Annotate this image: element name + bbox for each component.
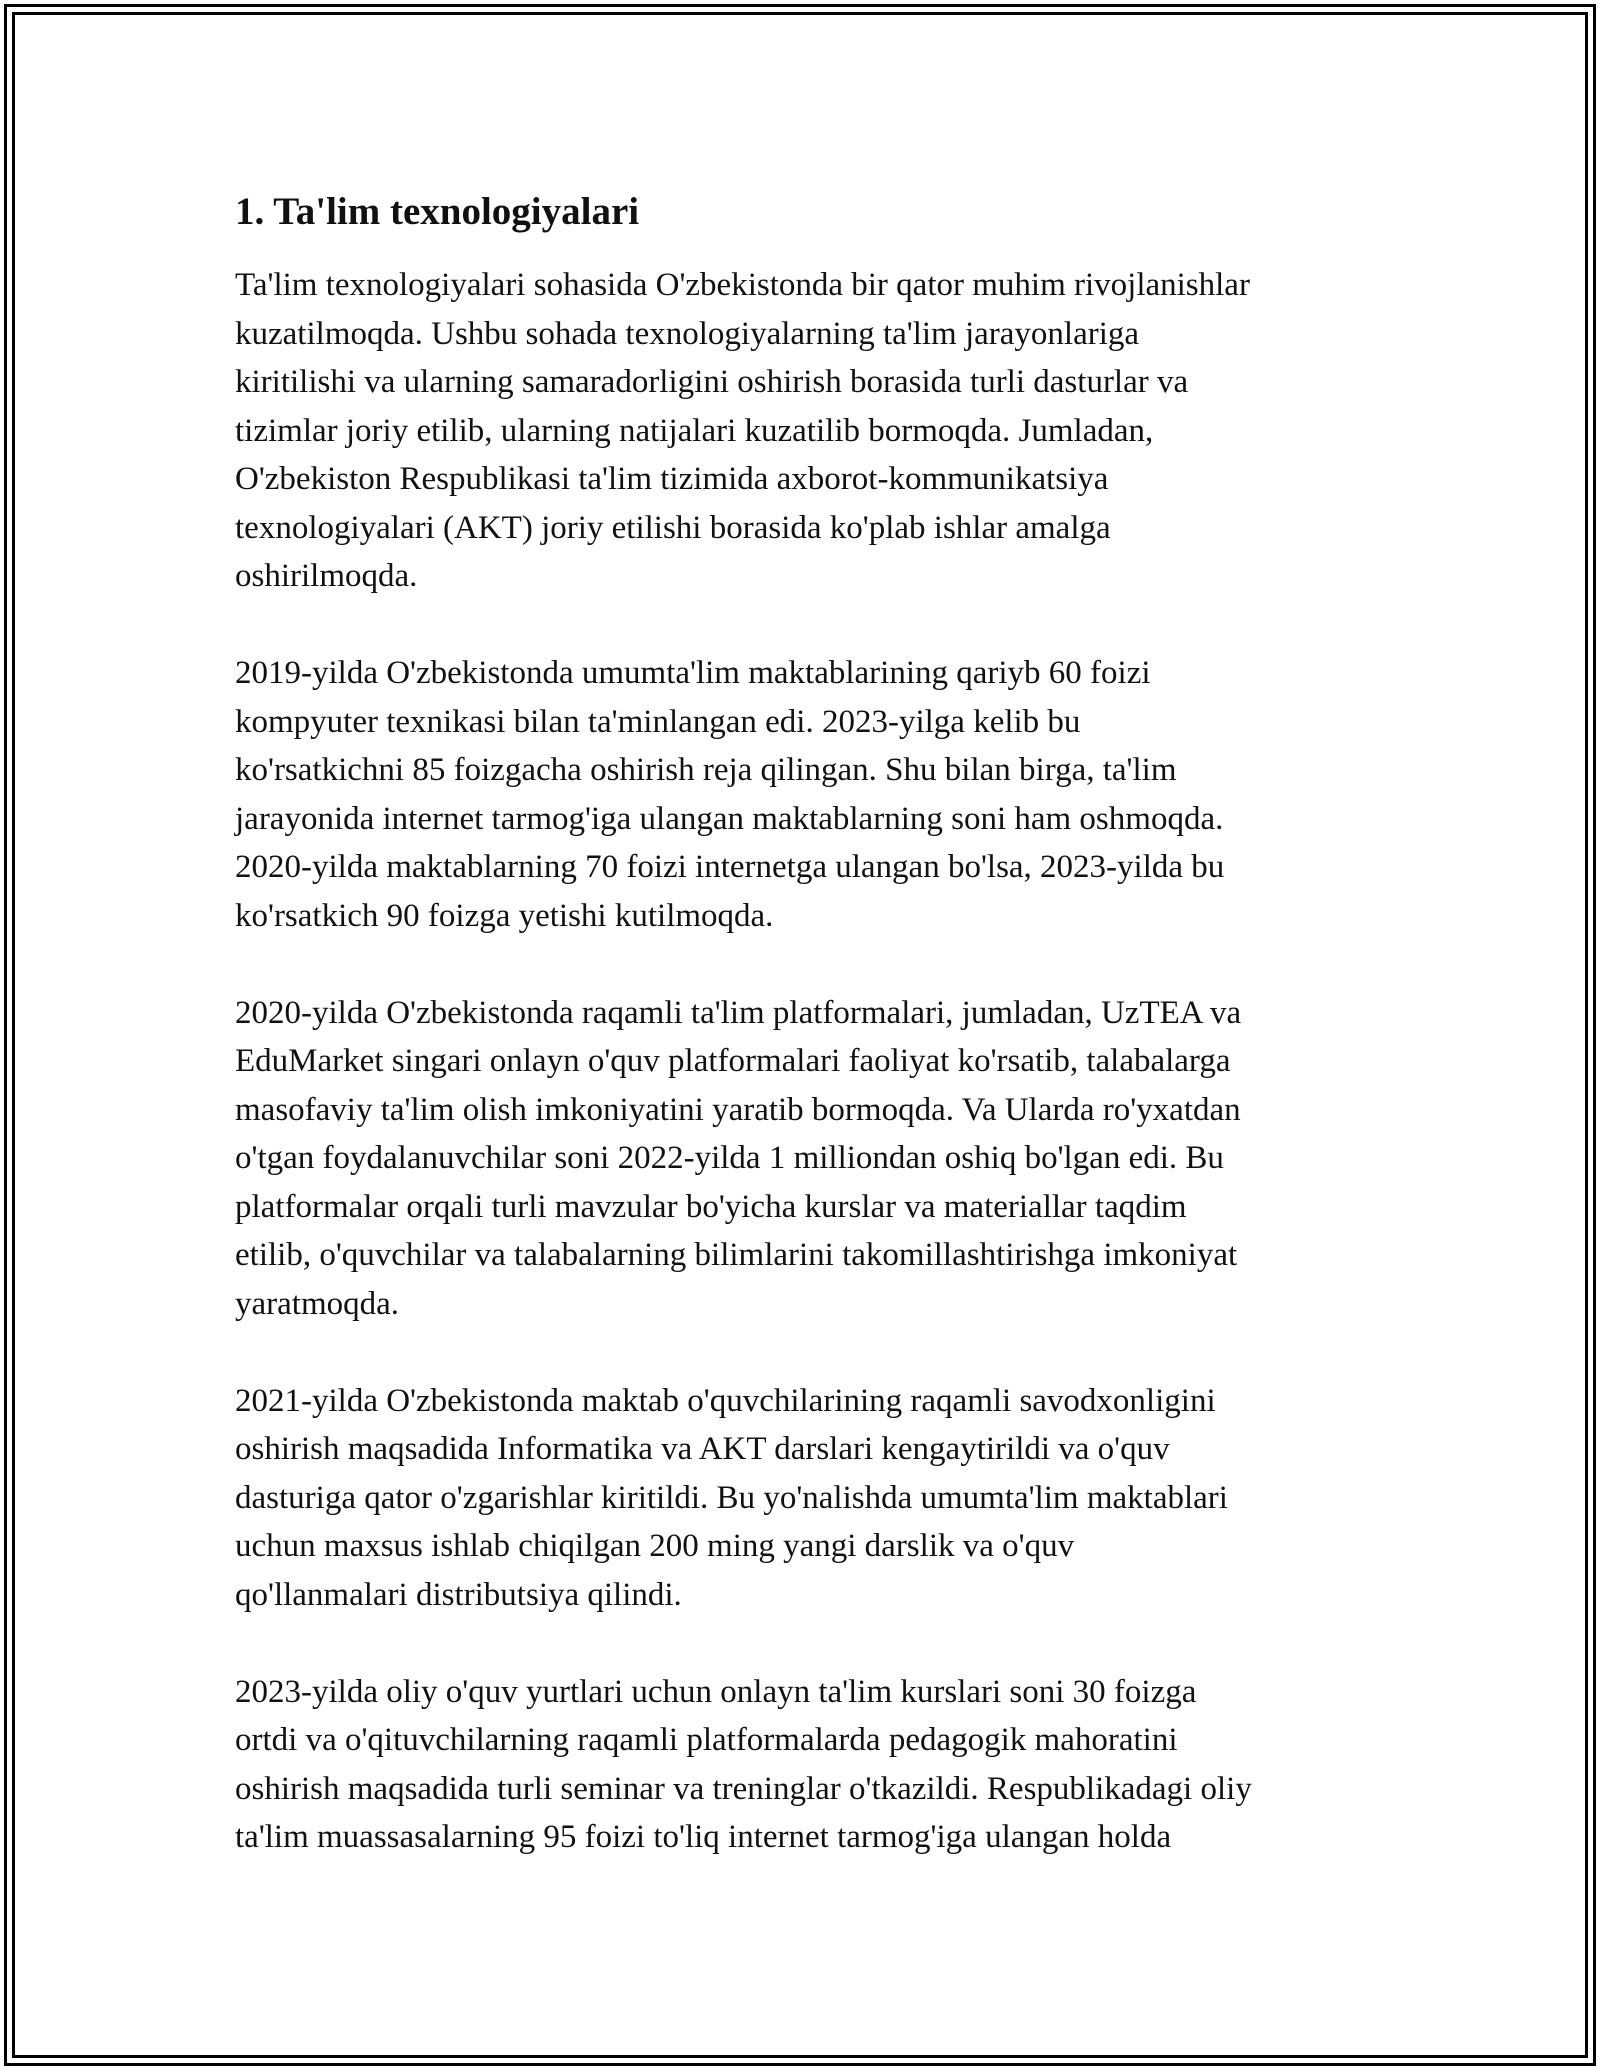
paragraph-2023: [235, 1668, 1370, 1862]
text-line: qo'llanmalari distributsiya qilindi.: [235, 1576, 682, 1613]
text-line: oshirilmoqda.: [235, 558, 418, 594]
document-body: [235, 188, 1370, 1910]
text-line: dasturiga qator o'zgarishlar kiritildi. Bu yo'nalishda umumta'lim maktablari: [235, 1479, 1228, 1516]
paragraph-2021: [235, 1377, 1370, 1620]
text-line: yaratmoqda.: [235, 1285, 400, 1322]
section-heading: 1. Ta'lim texnologiyalari: [235, 190, 640, 233]
text-line: ta'lim muassasalarning 95 foizi to'liq internet tarmog'iga ulangan holda: [235, 1819, 1172, 1855]
text-line: tizimlar joriy etilib, ularning natijalari kuzatilib bormoqda. Jumladan,: [235, 412, 1154, 449]
text-line: masofaviy ta'lim olish imkoniyatini yaratib bormoqda. Va Ularda ro'yxatdan: [235, 1091, 1241, 1128]
paragraph-2020: [235, 989, 1370, 1329]
text-line: oshirish maqsadida turli seminar va treninglar o'tkazildi. Respublikadagi oliy: [235, 1770, 1252, 1807]
text-line: ko'rsatkichni 85 foizgacha oshirish reja qilingan. Shu bilan birga, ta'lim: [235, 752, 1177, 788]
paragraph-2019: [235, 649, 1370, 940]
text-line: 2020-yilda maktablarning 70 foizi internetga ulangan bo'lsa, 2023-yilda bu: [235, 849, 1225, 885]
text-line: ortdi va o'qituvchilarning raqamli platformalarda pedagogik mahoratini: [235, 1722, 1178, 1758]
text-line: o'tgan foydalanuvchilar soni 2022-yilda 1 milliondan oshiq bo'lgan edi. Bu: [235, 1140, 1224, 1176]
text-line: etilib, o'quvchilar va talabalarning bilimlarini takomillashtirishga imkoniyat: [235, 1237, 1238, 1273]
text-line: 2023-yilda oliy o'quv yurtlari uchun onlayn ta'lim kurslari soni 30 foizga: [235, 1673, 1197, 1710]
text-line: platformalar orqali turli mavzular bo'yicha kurslar va materiallar taqdim: [235, 1188, 1187, 1225]
text-line: 2020-yilda O'zbekistonda raqamli ta'lim platformalari, jumladan, UzTEA va: [235, 994, 1242, 1031]
paragraph-intro: [235, 261, 1370, 601]
text-line: Ta'lim texnologiyalari sohasida O'zbekistonda bir qator muhim rivojlanishlar: [235, 267, 1250, 303]
text-line: oshirish maqsadida Informatika va AKT darslari kengaytirildi va o'quv: [235, 1431, 1170, 1467]
text-line: kuzatilmoqda. Ushbu sohada texnologiyalarning ta'lim jarayonlariga: [235, 315, 1140, 352]
text-line: ko'rsatkich 90 foizga yetishi kutilmoqda.: [235, 897, 774, 934]
text-line: O'zbekiston Respublikasi ta'lim tizimida axborot-kommunikatsiya: [235, 461, 1109, 497]
text-line: uchun maxsus ishlab chiqilgan 200 ming yangi darslik va o'quv: [235, 1528, 1075, 1564]
text-line: jarayonida internet tarmog'iga ulangan maktablarning soni ham oshmoqda.: [235, 800, 1224, 837]
text-line: 2019-yilda O'zbekistonda umumta'lim maktablarining qariyb 60 foizi: [235, 655, 1151, 691]
text-line: kompyuter texnikasi bilan ta'minlangan edi. 2023-yilga kelib bu: [235, 703, 1081, 740]
text-line: kiritilishi va ularning samaradorligini oshirish borasida turli dasturlar va: [235, 364, 1189, 400]
text-line: texnologiyalari (AKT) joriy etilishi borasida ko'plab ishlar amalga: [235, 509, 1111, 546]
text-line: 2021-yilda O'zbekistonda maktab o'quvchilarining raqamli savodxonligini: [235, 1382, 1216, 1419]
text-line: EduMarket singari onlayn o'quv platformalari faoliyat ko'rsatib, talabalarga: [235, 1043, 1231, 1079]
